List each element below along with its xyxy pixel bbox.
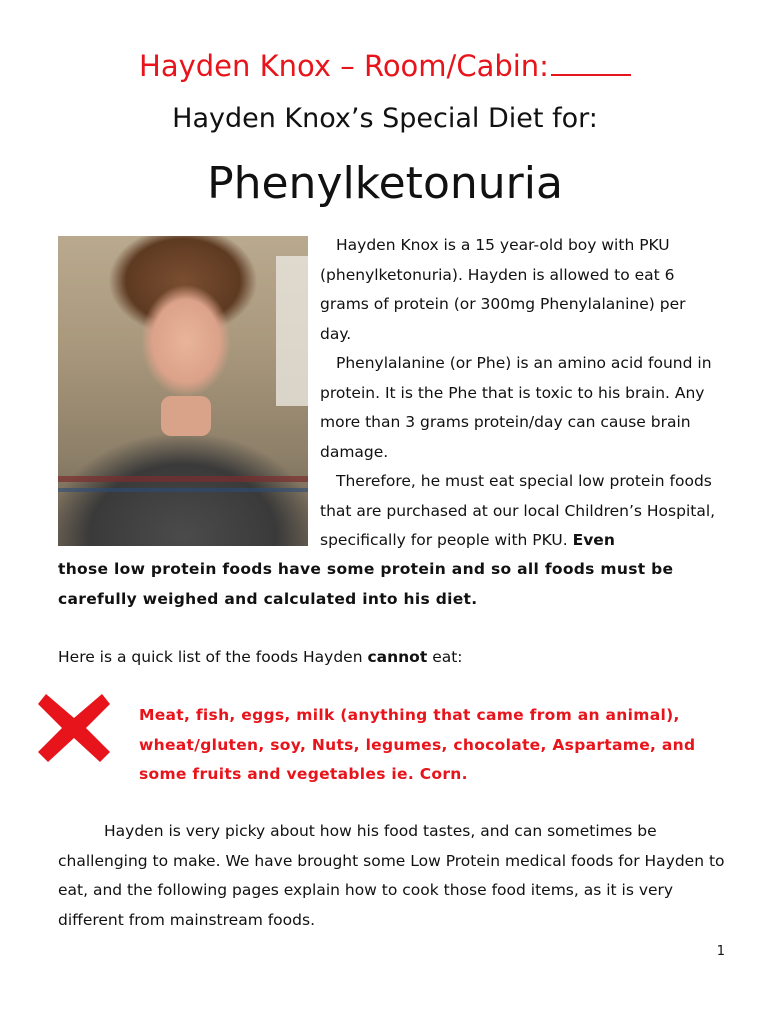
photo-neck xyxy=(161,396,211,436)
intro-paragraph-1: Hayden Knox is a 15 year-old boy with PKU (phenylketonuria). Hayden is allowed to eat 6 grams of protein (or 300mg Phenylalanine) per day. xyxy=(320,236,686,343)
hayden-photo xyxy=(58,236,308,546)
intro-paragraph-3 xyxy=(320,467,720,556)
room-cabin-blank xyxy=(551,48,631,76)
red-x-icon xyxy=(36,690,112,766)
cannot-emphasis: cannot xyxy=(367,648,428,666)
room-cabin-label: Hayden Knox – Room/Cabin: xyxy=(139,49,549,83)
room-cabin-heading xyxy=(0,48,770,83)
photo-shirt-stripe-blue xyxy=(58,488,308,492)
intro-paragraph-3-bold: Even xyxy=(572,531,615,549)
closing-text-block xyxy=(58,817,728,935)
closing-paragraph: Hayden is very picky about how his food tastes, and can sometimes be challenging to make. We have brought some Low Protein medical foods for Hayden to eat, and the following pages explain how to cook those food items, as it is very different from mainstream foods. xyxy=(58,822,725,929)
forbidden-foods-list: Meat, fish, eggs, milk (anything that came from an animal), wheat/gluten, soy, Nuts, legumes, chocolate, Aspartame, and some fruits and vegetables ie. Corn. xyxy=(139,706,696,783)
cannot-eat-intro xyxy=(58,643,718,673)
cannot-eat-prefix: Here is a quick list of the foods Hayden xyxy=(58,648,363,666)
intro-paragraph-2: Phenylalanine (or Phe) is an amino acid found in protein. It is the Phe that is toxic to his brain. Any more than 3 grams protein/day can cause brain damage. xyxy=(320,354,712,461)
diet-subtitle: Hayden Knox’s Special Diet for: xyxy=(172,103,598,134)
weighed-warning-text: those low protein foods have some protein and so all foods must be carefully weighed and calculated into his diet. xyxy=(58,560,674,608)
page-title: Phenylketonuria xyxy=(207,158,563,209)
photo-background-window xyxy=(276,256,308,406)
page-number: 1 xyxy=(716,944,725,959)
intro-paragraph-3-text: Therefore, he must eat special low protein foods that are purchased at our local Children’s Hospital, specifically for people with PKU. xyxy=(320,472,716,549)
cannot-eat-suffix: eat: xyxy=(432,648,463,666)
photo-shirt-stripe xyxy=(58,476,308,482)
intro-text-block xyxy=(320,231,720,556)
